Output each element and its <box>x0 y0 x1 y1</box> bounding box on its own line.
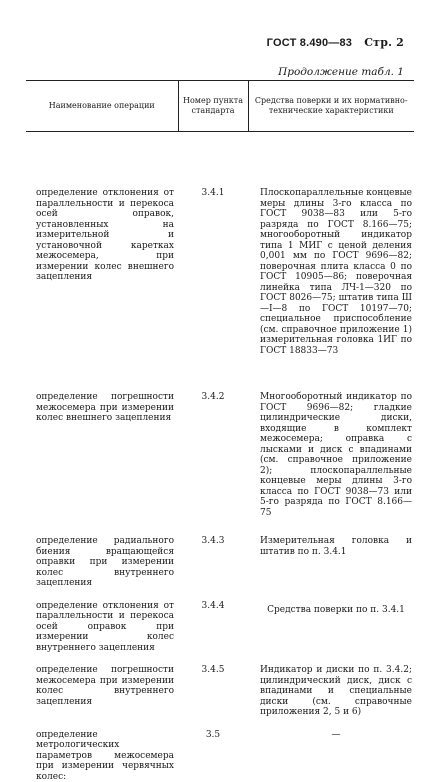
clause-cell: 3.4.3 <box>178 518 248 589</box>
table-row <box>26 518 414 589</box>
page-number: Стр. 2 <box>364 36 404 49</box>
clause-cell: 3.4.4 <box>178 589 248 654</box>
means-cell: — <box>248 718 414 782</box>
table-row <box>26 718 414 782</box>
header-operation: Наименование операции <box>26 81 178 132</box>
table-row <box>26 653 414 718</box>
means-cell: Индикатор и диски по п. 3.4.2; цилиндрический диск, диск с впадинами и специальные диски (см. справочные приложения 2, 5 и 6) <box>248 653 414 718</box>
operation-cell: определение радиального биения вращающейся оправки при измерении колес внутреннего зацепления <box>26 518 178 589</box>
table-row <box>26 356 414 518</box>
means-cell: Плоскопараллельные концевые меры длины 3-го класса по ГОСТ 9038—83 или 5-го разряда по ГОСТ 8.166—75; многооборотный индикатор типа 1 МИГ с ценой деления 0,001 мм по ГОСТ 9696—82; поверочная плита класса 0 по ГОСТ 10905—86; поверочная линейка типа ЛЧ-1—320 по ГОСТ 8026—75; штатив типа Ш—I—8 по ГОСТ 10197—70; специальное приспособление (см. справочное приложение 1) измерительная головка 1ИГ по ГОСТ 18833—73 <box>248 132 414 357</box>
header-clause: Номер пункта стандарта <box>178 81 248 132</box>
clause-cell: 3.5 <box>178 718 248 782</box>
operations-table <box>26 80 414 782</box>
clause-cell: 3.4.2 <box>178 356 248 518</box>
header-means: Средства поверки и их нормативно-технические характеристики <box>248 81 414 132</box>
page-header <box>267 36 404 49</box>
means-cell: Измерительная головка и штатив по п. 3.4.1 <box>248 518 414 589</box>
operation-cell: определение погрешности межосемера при измерении колес внешнего зацепления <box>26 356 178 518</box>
table-row <box>26 589 414 654</box>
operation-cell: определение отклонения от параллельности и перекоса осей оправок, установленных на измерительной и установочной каретках межосемера, при измерении колес внешнего зацепления <box>26 132 178 357</box>
operation-cell: определение метрологических параметров межосемера при измерении червячных колес: <box>26 718 178 782</box>
clause-cell: 3.4.5 <box>178 653 248 718</box>
table-row <box>26 132 414 357</box>
means-cell: Многооборотный индикатор по ГОСТ 9696—82; гладкие цилиндрические диски, входящие в комплект межосемера; оправка с лысками и диск с впадинами (см. справочное приложение 2); плоскопараллельные концевые меры длины 3-го класса по ГОСТ 9038—73 или 5-го разряда по ГОСТ 8.166—75 <box>248 356 414 518</box>
table-continuation-label: Продолжение табл. 1 <box>278 66 404 78</box>
means-cell: Средства поверки по п. 3.4.1 <box>248 589 414 654</box>
table-header-row <box>26 81 414 132</box>
operation-cell: определение погрешности межосемера при измерении колес внутреннего зацепления <box>26 653 178 718</box>
operation-cell: определение отклонения от параллельности и перекоса осей оправок при измерении колес внутреннего зацепления <box>26 589 178 654</box>
clause-cell: 3.4.1 <box>178 132 248 357</box>
standard-number: ГОСТ 8.490—83 <box>267 37 352 49</box>
